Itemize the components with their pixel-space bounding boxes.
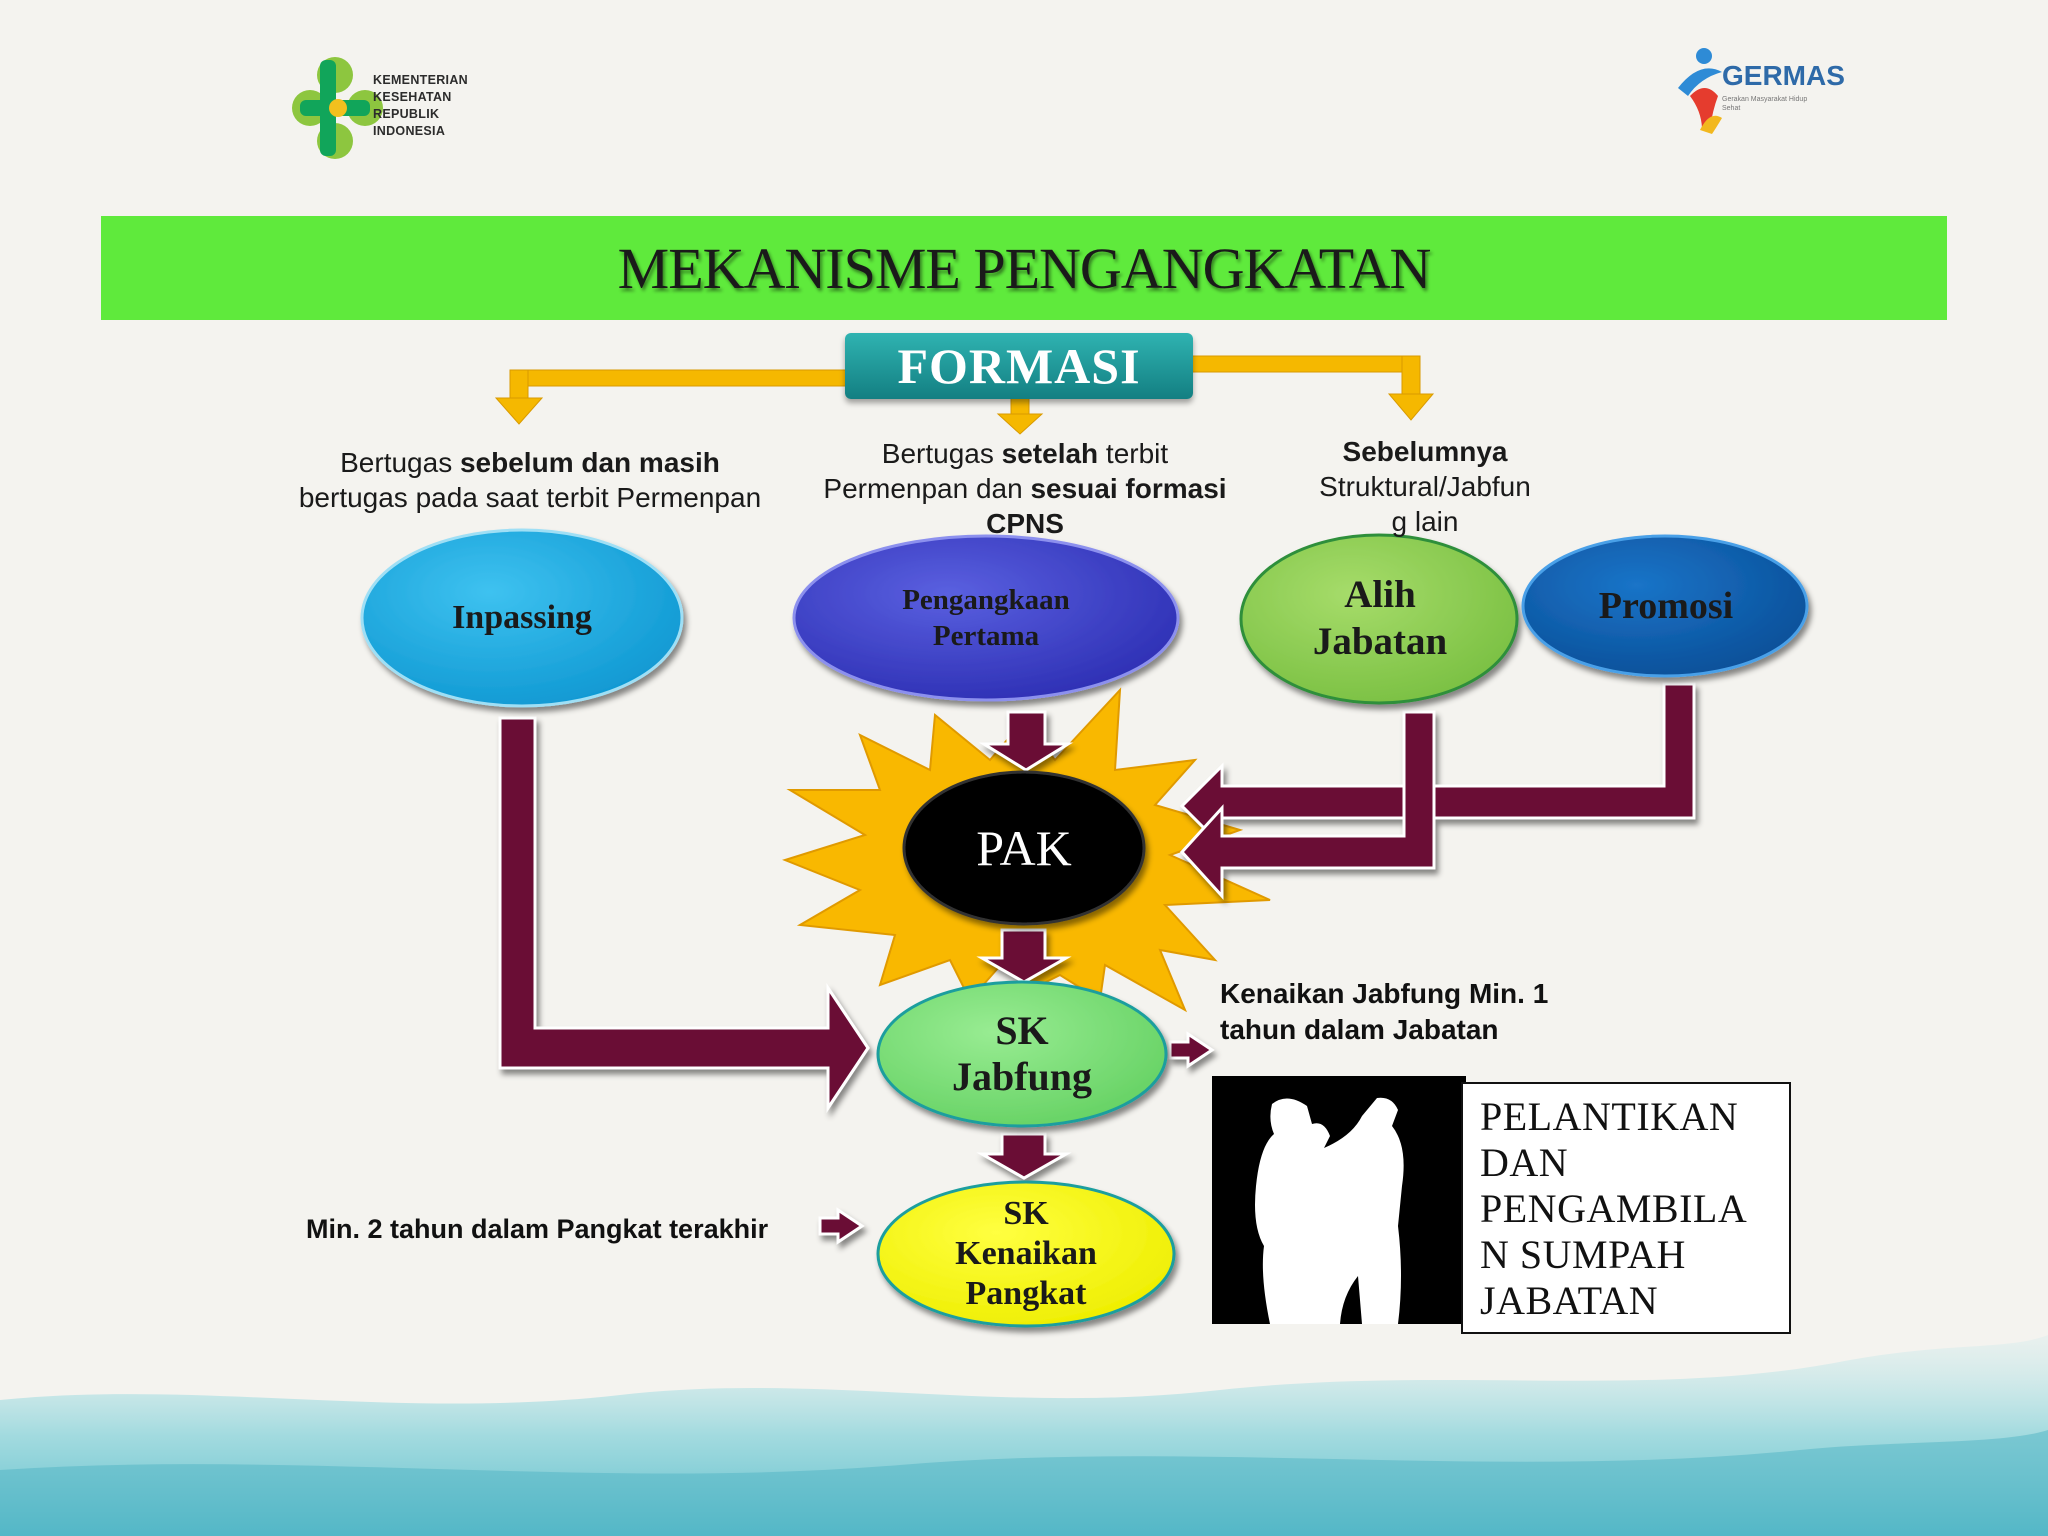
germas-logo-subtitle: Gerakan Masyarakat Hidup Sehat (1722, 96, 1808, 112)
alih-desc-bold: Sebelumnya (1342, 436, 1508, 467)
pelantikan-line-1: PELANTIKAN (1480, 1094, 1739, 1139)
pengangkatan-label-1: Pengangkaan (902, 584, 1070, 616)
kemenkes-line-2: KESEHATAN (373, 90, 452, 104)
kemenkes-logo-icon (292, 57, 383, 159)
alih-label-2: Jabatan (1312, 620, 1448, 663)
pelantikan-line-4: N SUMPAH (1480, 1232, 1686, 1277)
pak-label: PAK (976, 820, 1072, 876)
promosi-label: Promosi (1598, 585, 1734, 627)
inpassing-desc-line2: bertugas pada saat terbit Permenpan (298, 482, 762, 513)
min-pangkat-note: Min. 2 tahun dalam Pangkat terakhir (306, 1214, 769, 1244)
inpassing-description (270, 445, 790, 515)
kenaikan-note-line2: tahun dalam Jabatan (1220, 1014, 1499, 1045)
pelantikan-line-3: PENGAMBILA (1480, 1186, 1748, 1231)
promosi-node (1524, 574, 1808, 638)
kemenkes-line-4: INDONESIA (373, 124, 446, 138)
pak-node (904, 812, 1144, 884)
alih-description (1300, 434, 1550, 539)
alih-desc-line2: Struktural/Jabfun (1319, 471, 1531, 502)
kemenkes-line-1: KEMENTERIAN (373, 73, 468, 87)
inpassing-node (362, 580, 682, 656)
germas-logo-text: GERMAS (1722, 60, 1845, 91)
pelantikan-line-2: DAN (1480, 1140, 1569, 1185)
peng-desc-line2-pre: Permenpan dan (823, 473, 1031, 504)
alih-desc-line3: g lain (1391, 506, 1459, 537)
sk-pangkat-node (880, 1192, 1172, 1316)
alih-jabatan-node (1242, 570, 1518, 666)
peng-desc-bold: setelah (1001, 438, 1099, 469)
kenaikan-note-line1: Kenaikan Jabfung Min. 1 (1220, 978, 1549, 1009)
peng-desc-pre: Bertugas (881, 438, 1002, 469)
kenaikan-jabfung-note (1220, 976, 1640, 1048)
peng-desc-post: terbit (1098, 438, 1169, 469)
pelantikan-photo (1212, 1076, 1466, 1324)
formasi-box (845, 333, 1193, 399)
sk-jabfung-label-2: Jabfung (951, 1054, 1093, 1099)
pengangkatan-node (794, 578, 1178, 658)
silhouette-image (1212, 1076, 1466, 1324)
peng-desc-line2-bold: sesuai formasi (1030, 473, 1227, 504)
inpassing-desc-pre: Bertugas (340, 447, 460, 478)
peng-desc-line3: CPNS (986, 508, 1064, 539)
sk-pangkat-label-2: Kenaikan (955, 1235, 1097, 1272)
pengangkatan-label-2: Pertama (932, 620, 1040, 652)
sk-jabfung-label-1: SK (995, 1008, 1049, 1053)
pengangkatan-description (800, 436, 1250, 541)
inpassing-label: Inpassing (452, 599, 592, 636)
sk-jabfung-node (880, 1004, 1164, 1104)
page-title: MEKANISME PENGANGKATAN (617, 235, 1431, 301)
formasi-label: FORMASI (897, 338, 1141, 394)
alih-label-1: Alih (1344, 573, 1416, 616)
germas-logo-icon (1678, 48, 1722, 134)
kemenkes-logo-text (373, 72, 483, 140)
kemenkes-line-3: REPUBLIK (373, 107, 440, 121)
pelantikan-text (1480, 1094, 1780, 1324)
inpassing-desc-bold: sebelum dan masih (459, 447, 720, 478)
sk-pangkat-label-3: Pangkat (965, 1275, 1087, 1312)
pelantikan-line-5: JABATAN (1480, 1278, 1659, 1323)
sk-pangkat-label-1: SK (1003, 1195, 1049, 1232)
